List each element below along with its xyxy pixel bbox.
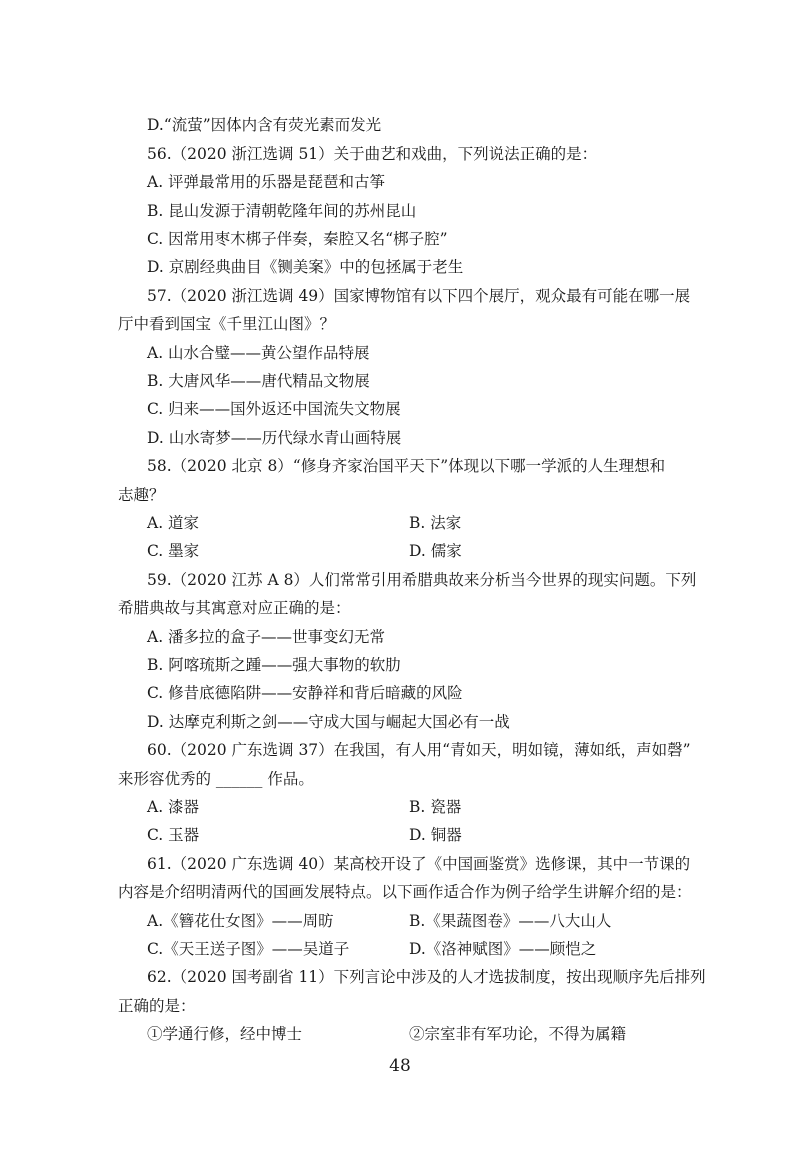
option-62-2: ②宗室非有军功论，不得为属籍 xyxy=(409,1025,627,1043)
option-57-c: C. 归来——国外返还中国流失文物展 xyxy=(147,400,401,418)
option-62-1: ①学通行修，经中博士 xyxy=(147,1025,303,1043)
option-59-b: B. 阿喀琉斯之踵——强大事物的软肋 xyxy=(147,656,401,674)
option-58-a: A. 道家 xyxy=(147,514,200,532)
option-57-a: A. 山水合璧——黄公望作品特展 xyxy=(147,344,370,362)
option-59-a: A. 潘多拉的盒子——世事变幻无常 xyxy=(147,628,386,646)
option-59-d: D. 达摩克利斯之剑——守成大国与崛起大国必有一战 xyxy=(147,713,510,731)
option-57-b: B. 大唐风华——唐代精品文物展 xyxy=(147,372,370,390)
page-number: 48 xyxy=(389,1056,411,1076)
option-61-c: C.《天王送子图》——吴道子 xyxy=(147,940,350,958)
question-62-cont: 正确的是： xyxy=(118,997,196,1015)
option-60-c: C. 玉器 xyxy=(147,826,200,844)
question-57-cont: 厅中看到国宝《千里江山图》？ xyxy=(118,315,336,333)
option-58-d: D. 儒家 xyxy=(409,542,462,560)
option-55-d: D.“流萤”因体内含有荧光素而发光 xyxy=(147,116,382,134)
question-58: 58.（2020 北京 8）“修身齐家治国平天下”体现以下哪一学派的人生理想和 xyxy=(147,457,666,475)
question-61: 61.（2020 广东选调 40）某高校开设了《中国画鉴赏》选修课，其中一节课的 xyxy=(147,855,691,873)
option-60-d: D. 铜器 xyxy=(409,826,462,844)
option-60-a: A. 漆器 xyxy=(147,798,200,816)
option-59-c: C. 修昔底德陷阱——安静祥和背后暗藏的风险 xyxy=(147,684,463,702)
question-60-cont: 来形容优秀的 ______ 作品。 xyxy=(118,770,314,788)
question-61-cont: 内容是介绍明清两代的国画发展特点。以下画作适合作为例子给学生讲解介绍的是： xyxy=(118,883,692,901)
option-61-a: A.《簪花仕女图》——周昉 xyxy=(147,912,334,930)
option-56-c: C. 因常用枣木梆子伴奏，秦腔又名“梆子腔” xyxy=(147,230,448,248)
question-57: 57.（2020 浙江选调 49）国家博物馆有以下四个展厅，观众最有可能在哪一展 xyxy=(147,287,691,305)
question-59: 59.（2020 江苏 A 8）人们常常引用希腊典故来分析当今世界的现实问题。下列 xyxy=(147,571,697,589)
question-56: 56.（2020 浙江选调 51）关于曲艺和戏曲，下列说法正确的是： xyxy=(147,145,598,163)
option-61-b: B.《果蔬图卷》——八大山人 xyxy=(409,912,612,930)
option-60-b: B. 瓷器 xyxy=(409,798,462,816)
option-58-c: C. 墨家 xyxy=(147,542,200,560)
question-59-cont: 希腊典故与其寓意对应正确的是： xyxy=(118,599,351,617)
option-56-d: D. 京剧经典曲目《铡美案》中的包拯属于老生 xyxy=(147,258,464,276)
question-62: 62.（2020 国考副省 11）下列言论中涉及的人才选拔制度，按出现顺序先后排列 xyxy=(147,968,706,986)
question-60: 60.（2020 广东选调 37）在我国，有人用“青如天，明如镜，薄如纸，声如磬” xyxy=(147,741,691,759)
option-58-b: B. 法家 xyxy=(409,514,462,532)
option-56-b: B. 昆山发源于清朝乾隆年间的苏州昆山 xyxy=(147,202,417,220)
option-56-a: A. 评弹最常用的乐器是琵琶和古筝 xyxy=(147,173,386,191)
option-57-d: D. 山水寄梦——历代绿水青山画特展 xyxy=(147,429,402,447)
option-61-d: D.《洛神赋图》——顾恺之 xyxy=(409,940,597,958)
question-58-cont: 志趣？ xyxy=(118,486,165,504)
